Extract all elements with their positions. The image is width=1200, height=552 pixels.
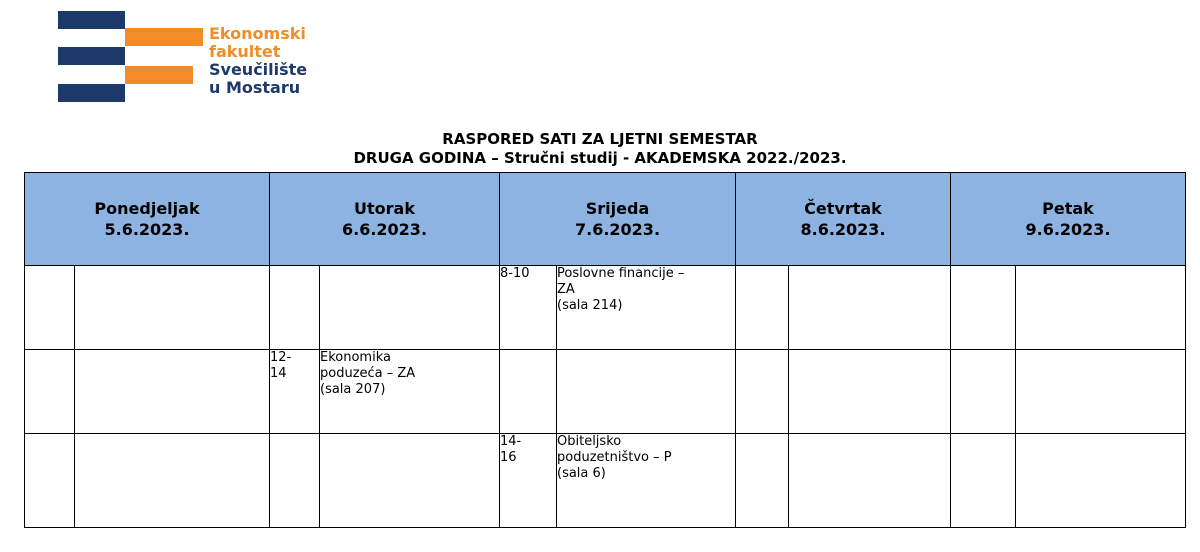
time-cell — [500, 434, 557, 528]
subject-cell — [557, 266, 736, 350]
day-name: Srijeda — [585, 199, 650, 218]
logo-text-line-1: Ekonomski — [209, 24, 306, 43]
time-cell — [736, 266, 789, 350]
day-date: 9.6.2023. — [1025, 220, 1111, 239]
time-cell — [500, 350, 557, 434]
day-header-friday — [951, 173, 1186, 266]
logo-bar-navy-3 — [58, 84, 125, 102]
day-date: 5.6.2023. — [104, 220, 190, 239]
title-line-2: DRUGA GODINA – Stručni studij - AKADEMSKA 2022./2023. — [353, 149, 847, 167]
room-text: (sala 6) — [557, 466, 606, 481]
day-header-monday — [25, 173, 270, 266]
day-date: 7.6.2023. — [574, 220, 661, 239]
subject-cell — [789, 434, 951, 528]
table-row — [25, 434, 1186, 528]
subject-text: Poslovne financije – — [557, 266, 685, 281]
day-header-thursday — [736, 173, 951, 266]
header-row — [25, 173, 1186, 266]
day-date: 8.6.2023. — [800, 220, 886, 239]
subject-cell — [789, 266, 951, 350]
time-text: 14 — [270, 366, 287, 381]
day-name: Utorak — [354, 199, 415, 218]
time-cell — [25, 434, 75, 528]
time-cell — [736, 434, 789, 528]
time-cell — [736, 350, 789, 434]
logo-text-line-4: u Mostaru — [209, 78, 301, 97]
time-cell — [951, 434, 1016, 528]
day-name: Petak — [1042, 199, 1094, 218]
day-header-wednesday — [500, 173, 736, 266]
table-row — [25, 350, 1186, 434]
subject-text: Obiteljsko — [557, 434, 622, 449]
subject-cell — [1016, 434, 1186, 528]
time-cell — [500, 266, 557, 350]
schedule-table — [24, 172, 1186, 528]
time-cell — [270, 350, 320, 434]
time-text: 12- — [270, 350, 292, 365]
subject-cell — [75, 266, 270, 350]
time-cell — [270, 266, 320, 350]
subject-text: poduzeća – ZA — [320, 366, 416, 381]
time-cell — [25, 350, 75, 434]
subject-cell — [320, 266, 500, 350]
logo-text-line-2: fakultet — [209, 42, 281, 61]
time-text: 8-10 — [500, 266, 530, 281]
logo-bar-orange-1 — [125, 28, 203, 46]
title-line-1: RASPORED SATI ZA LJETNI SEMESTAR — [442, 130, 758, 148]
subject-cell — [557, 350, 736, 434]
subject-cell — [75, 350, 270, 434]
subject-cell — [75, 434, 270, 528]
subject-cell — [557, 434, 736, 528]
day-name: Četvrtak — [804, 199, 882, 218]
subject-text: ZA — [557, 282, 575, 297]
time-cell — [951, 266, 1016, 350]
subject-cell — [1016, 350, 1186, 434]
time-cell — [25, 266, 75, 350]
subject-cell — [789, 350, 951, 434]
day-date: 6.6.2023. — [341, 220, 428, 239]
subject-text: poduzetništvo – P — [557, 450, 672, 465]
subject-cell — [320, 434, 500, 528]
logo-bar-orange-2 — [125, 66, 193, 84]
subject-cell — [320, 350, 500, 434]
time-cell — [270, 434, 320, 528]
logo-bar-navy-2 — [58, 47, 125, 65]
room-text: (sala 214) — [557, 298, 623, 313]
room-text: (sala 207) — [320, 382, 386, 397]
time-text: 16 — [500, 450, 517, 465]
time-text: 14- — [500, 434, 522, 449]
subject-cell — [1016, 266, 1186, 350]
table-row — [25, 266, 1186, 350]
logo-text-line-3: Sveučilište — [209, 60, 308, 79]
subject-text: Ekonomika — [320, 350, 391, 365]
faculty-logo — [58, 10, 318, 102]
time-cell — [951, 350, 1016, 434]
logo-bar-navy-1 — [58, 11, 125, 29]
day-header-tuesday — [270, 173, 500, 266]
day-name: Ponedjeljak — [94, 199, 200, 218]
document-title — [0, 130, 1200, 168]
